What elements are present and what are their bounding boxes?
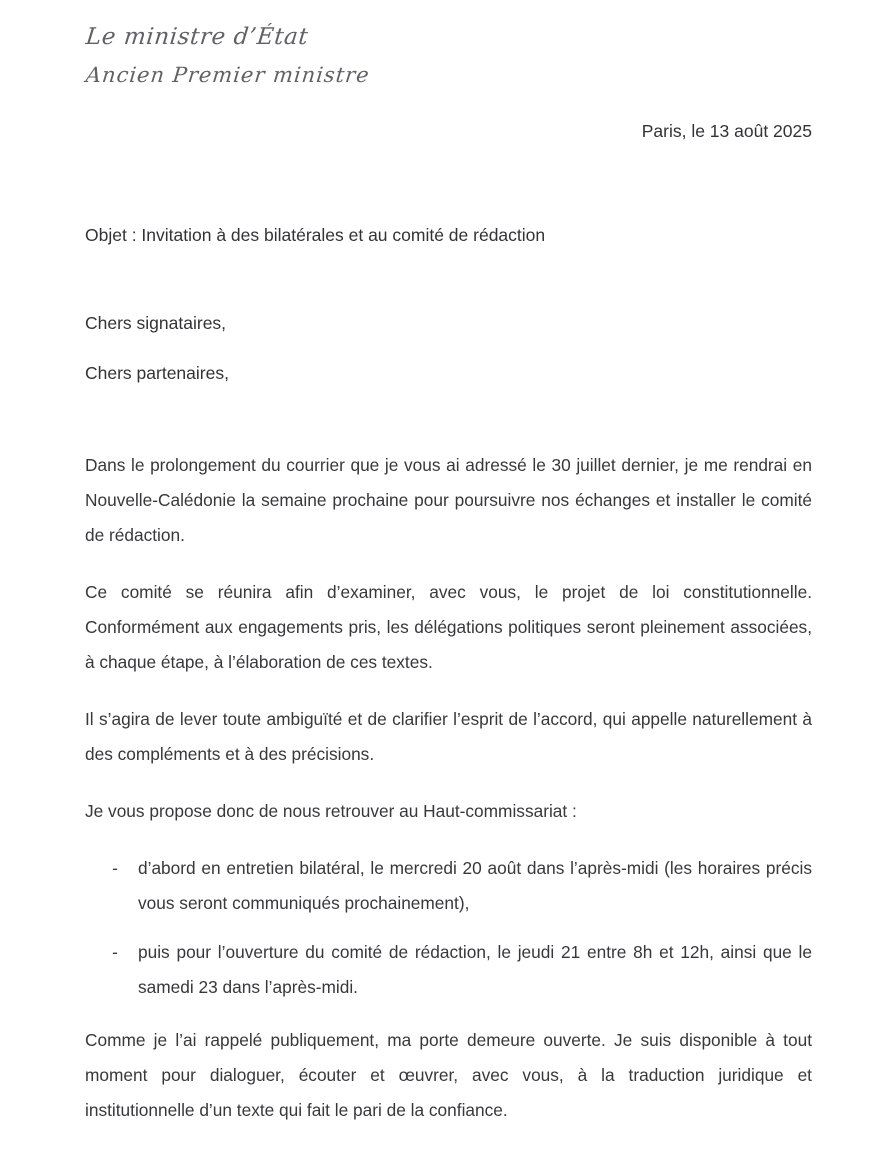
letter-body [85,222,812,1150]
meeting-list [85,851,812,1005]
list-item-label: d’abord en entretien bilatéral, le mercredi 20 août dans l’après-midi (les horaires précis vous seront communiqués prochainement), [138,858,812,913]
paragraph: Il s’agira de lever toute ambiguïté et de clarifier l’esprit de l’accord, qui appelle naturellement à des compléments et à des précisions. [85,709,812,764]
salutation-line: Chers partenaires, [85,363,229,383]
paragraph: Dans le prolongement du courrier que je vous ai adressé le 30 juillet dernier, je me rendrai en Nouvelle-Calédonie la semaine prochaine pour poursuivre nos échanges et installer le comité de rédaction. [85,455,812,545]
date-line: Paris, le 13 août 2025 [641,121,812,141]
paragraph-meeting-intro: Je vous propose donc de nous retrouver au Haut-commissariat : [85,801,577,821]
bullet-dash-icon: - [112,942,118,962]
letterhead [86,22,606,90]
letterhead-title-former-pm: Ancien Premier ministre [84,63,371,87]
letterhead-title-minister: Le ministre d’État [84,24,310,50]
paragraph: Ce comité se réunira afin d’examiner, avec vous, le projet de loi constitutionnelle. Conformément aux engagements pris, les délégations politiques seront pleinement associées, à chaque étape, à l’élaboration de ces textes. [85,582,812,672]
salutation-block [85,310,812,386]
subject-line: Objet : Invitation à des bilatérales et au comité de rédaction [85,225,546,245]
list-item [85,851,812,921]
list-item-label: puis pour l’ouverture du comité de rédaction, le jeudi 21 entre 8h et 12h, ainsi que le samedi 23 dans l’après-midi. [138,942,812,997]
body-paragraphs [85,448,812,1128]
salutation-line: Chers signataires, [85,313,227,333]
bullet-dash-icon: - [112,858,118,878]
list-item [85,935,812,1005]
closing-paragraph: Comme je l’ai rappelé publiquement, ma porte demeure ouverte. Je suis disponible à tout moment pour dialoguer, écouter et œuvrer, avec vous, à la traduction juridique et institutionnelle d’un texte qui fait le pari de la confiance. [85,1030,812,1120]
